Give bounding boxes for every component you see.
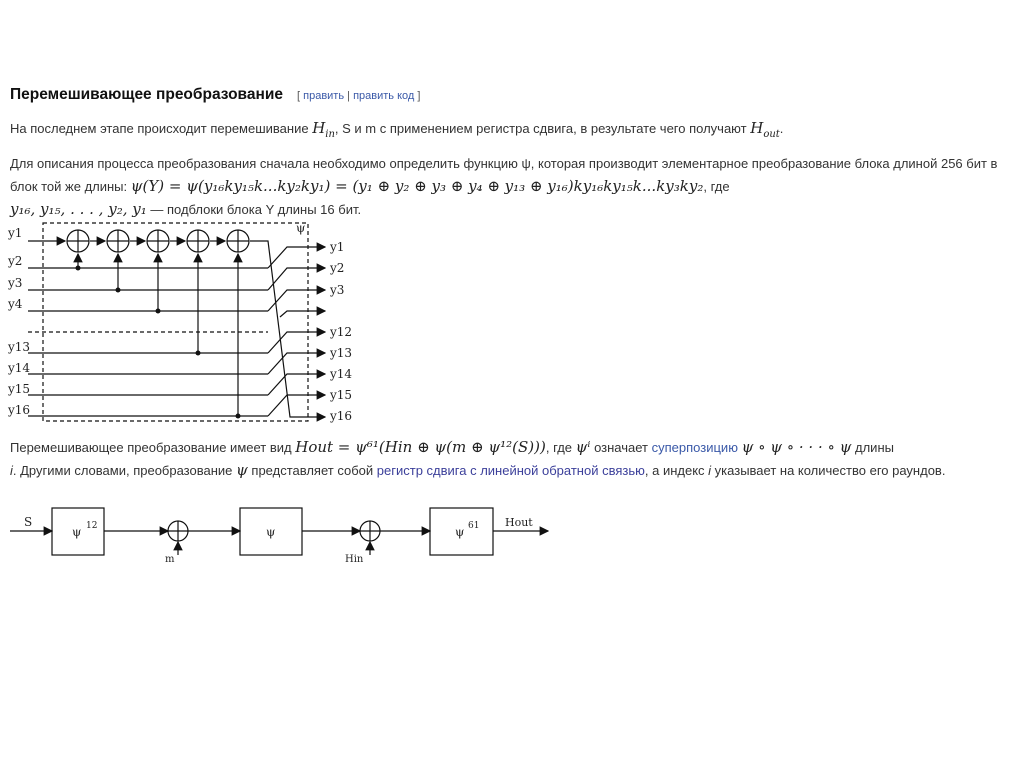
edit-link[interactable]: править	[303, 90, 345, 102]
svg-text:61: 61	[468, 521, 480, 531]
paragraph-1: На последнем этапе происходит перемешивание $H_{in}$, S и m с применением регистра сдвига, в результате чего получают $H_{out}$.	[10, 119, 784, 140]
svg-text:y3: y3	[330, 283, 345, 297]
svg-text:y2: y2	[330, 261, 345, 275]
svg-text:y3: y3	[8, 276, 23, 290]
svg-text:ψ: ψ	[266, 525, 276, 539]
svg-text:m: m	[165, 554, 175, 565]
mixing-block-diagram	[0, 500, 570, 570]
psi-label: ψ	[296, 221, 306, 235]
svg-text:ψ: ψ	[72, 525, 82, 539]
svg-text:y16: y16	[330, 409, 353, 423]
svg-text:y13: y13	[8, 340, 31, 354]
paragraph-3-wrap	[10, 436, 1000, 489]
svg-text:y15: y15	[8, 382, 31, 396]
svg-text:y2: y2	[8, 254, 23, 268]
edit-links: [ править | править код ]	[297, 90, 421, 102]
article-section	[10, 84, 1000, 228]
svg-text:y12: y12	[330, 325, 353, 339]
lfsr-link[interactable]: регистр сдвига с линейной обратной связью	[376, 463, 645, 478]
svg-text:y15: y15	[330, 388, 353, 402]
svg-text:y14: y14	[330, 367, 353, 381]
psi-circuit-diagram	[0, 215, 360, 425]
svg-text:y1: y1	[8, 226, 23, 240]
svg-text:S: S	[24, 515, 33, 529]
paragraph-3: Перемешивающее преобразование имеет вид Hout = ψ⁶¹(Hin ⊕ ψ(m ⊕ ψ¹²(S))), где ψⁱ означает суперпозицию ψ ∘ ψ ∘ · · · ∘ ψ длины i. Другими словами, преобразование ψ представляет собой регистр сдвига с линейной обратной связью, а индекс i указывает на количество его раундов.	[10, 438, 946, 479]
svg-text:Hin: Hin	[345, 554, 364, 565]
section-heading: Перемешивающее преобразование [ править | править код ]	[10, 86, 421, 103]
svg-text:12: 12	[86, 521, 98, 531]
svg-text:y14: y14	[8, 361, 31, 375]
svg-text:y4: y4	[8, 297, 23, 311]
svg-text:y1: y1	[330, 240, 345, 254]
psi-formula: ψ(Y) = ψ(y₁₆ky₁₅k...ky₂ky₁) = (y₁ ⊕ y₂ ⊕ y₃ ⊕ y₄ ⊕ y₁₃ ⊕ y₁₆)ky₁₆ky₁₅k...ky₃ky₂	[130, 177, 704, 195]
svg-text:ψ: ψ	[455, 525, 465, 539]
svg-text:Hout: Hout	[505, 516, 533, 529]
superposition-link[interactable]: суперпозицию	[651, 440, 738, 455]
svg-text:y16: y16	[8, 403, 31, 417]
paragraph-2: Для описания процесса преобразования сначала необходимо определить функцию ψ, которая производит элементарное преобразование блока длиной 256 бит в блок той же длины: ψ(Y) = ψ(y₁₆ky₁₅k...ky₂ky₁) = (y₁ ⊕ y₂ ⊕ y₃ ⊕ y₄ ⊕ y₁₃ ⊕ y₁₆)ky₁₆ky₁₅k...ky₃ky₂, где y₁₆, y₁₅, . . . , y₂, y₁ — подблоки блока Y длины 16 бит.	[10, 156, 998, 218]
edit-code-link[interactable]: править код	[353, 90, 415, 102]
svg-text:y13: y13	[330, 346, 353, 360]
